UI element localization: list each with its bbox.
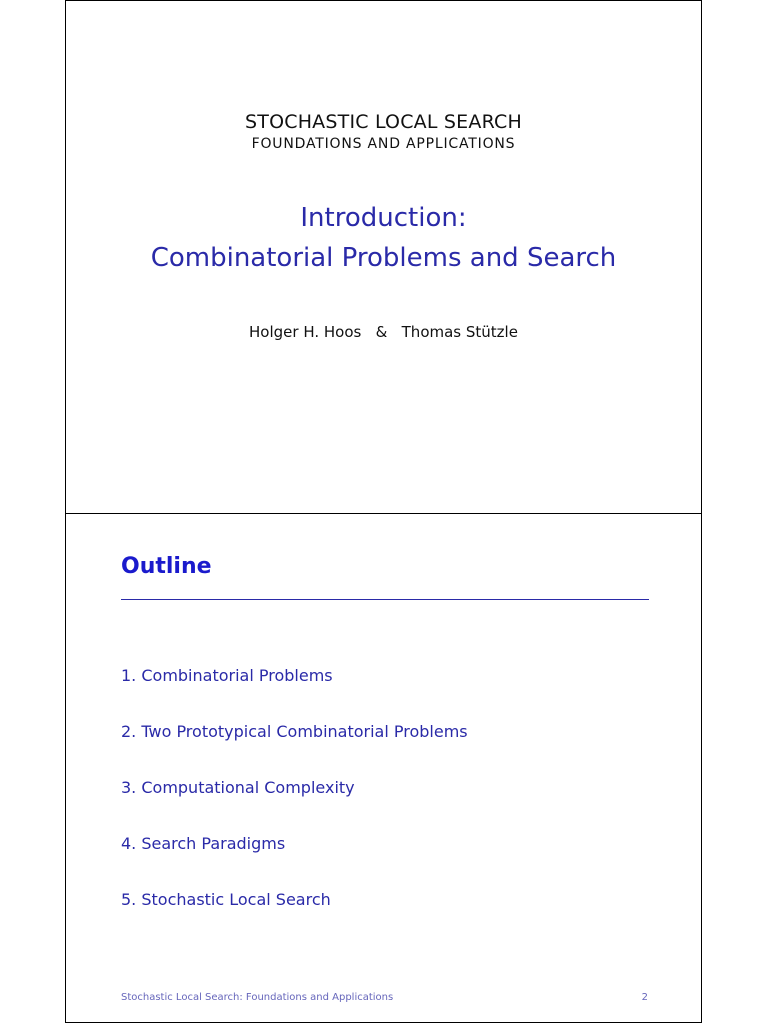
slide-title-line-2: Combinatorial Problems and Search bbox=[150, 243, 617, 273]
footer-text: Stochastic Local Search: Foundations and Applications bbox=[121, 992, 394, 1003]
page-number: 2 bbox=[641, 992, 648, 1003]
outline-list bbox=[121, 666, 468, 946]
authors: Holger H. Hoos & Thomas Stützle bbox=[249, 323, 518, 341]
outline-item: 2. Two Prototypical Combinatorial Problems bbox=[121, 722, 468, 741]
series-subtitle: FOUNDATIONS AND APPLICATIONS bbox=[251, 136, 516, 152]
outline-item: 3. Computational Complexity bbox=[121, 778, 355, 797]
outline-item: 5. Stochastic Local Search bbox=[121, 890, 331, 909]
outline-slide bbox=[65, 513, 702, 1023]
outline-heading: Outline bbox=[121, 554, 212, 579]
outline-item: 4. Search Paradigms bbox=[121, 834, 286, 853]
slide-title-line-1: Introduction: bbox=[300, 203, 467, 233]
series-title: STOCHASTIC LOCAL SEARCH bbox=[245, 111, 522, 133]
outline-item: 1. Combinatorial Problems bbox=[121, 666, 333, 685]
title-slide bbox=[65, 0, 702, 514]
heading-divider bbox=[121, 599, 649, 600]
